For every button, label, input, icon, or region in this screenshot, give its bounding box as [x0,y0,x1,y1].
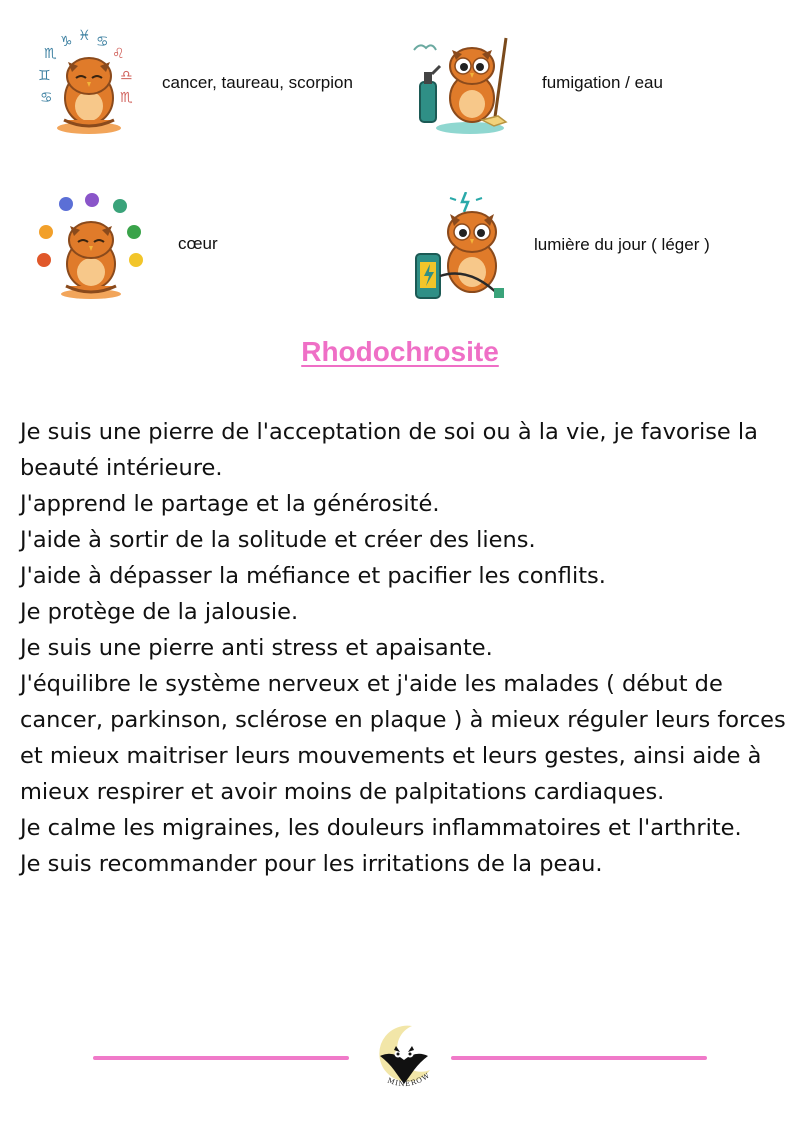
charge-info [410,192,710,302]
svg-text:♎: ♎ [120,68,133,84]
svg-text:♋: ♋ [96,34,109,50]
stone-title: Rhodochrosite [301,336,499,367]
svg-text:♌: ♌ [112,46,125,62]
description-line: J'apprend le partage et la générosité. [20,491,440,517]
description-line: Je calme les migraines, les douleurs inflammatoires et l'arthrite. [20,815,742,841]
svg-text:♋: ♋ [40,90,53,106]
svg-text:♏: ♏ [120,90,133,106]
zodiac-info [34,28,353,138]
svg-text:♓: ♓ [78,28,91,44]
chakra-info [34,192,218,302]
zodiac-owl-icon [34,28,144,138]
description-line: Je suis recommander pour les irritations de la peau. [20,851,603,877]
description [20,414,790,882]
chakra-text: cœur [178,234,218,253]
description-line: Je protège de la jalousie. [20,599,299,625]
cleaning-owl-icon [410,28,520,138]
description-line: Je suis une pierre de l'acceptation de soi ou à la vie, je favorise la beauté intérieure. [20,419,758,481]
svg-text:♊: ♊ [38,68,51,84]
description-line: J'aide à dépasser la méfiance et pacifier les conflits. [20,563,606,589]
footer-divider-left [93,1056,349,1060]
svg-text:♑: ♑ [60,34,73,50]
charging-owl-icon [410,192,520,302]
svg-text:MINEROWL: MINEROW [386,1071,432,1089]
charge-text: lumière du jour ( léger ) [534,235,710,254]
description-line: Je suis une pierre anti stress et apaisante. [20,635,493,661]
cleanse-info [410,28,663,138]
description-line: J'aide à sortir de la solitude et créer des liens. [20,527,536,553]
footer-divider-right [451,1056,707,1060]
svg-text:♏: ♏ [44,46,57,62]
cleanse-text: fumigation / eau [542,73,663,92]
chakra-owl-icon [34,192,144,302]
minerowl-logo [372,1022,436,1094]
zodiac-text: cancer, taureau, scorpion [162,73,353,92]
description-line: J'équilibre le système nerveux et j'aide les malades ( début de cancer, parkinson, sclérose en plaque ) à mieux réguler leurs forces et mieux maitriser leurs mouvements et leurs gestes, ainsi aide à mieux respirer et avoir moins de palpitations cardiaques. [20,671,786,805]
